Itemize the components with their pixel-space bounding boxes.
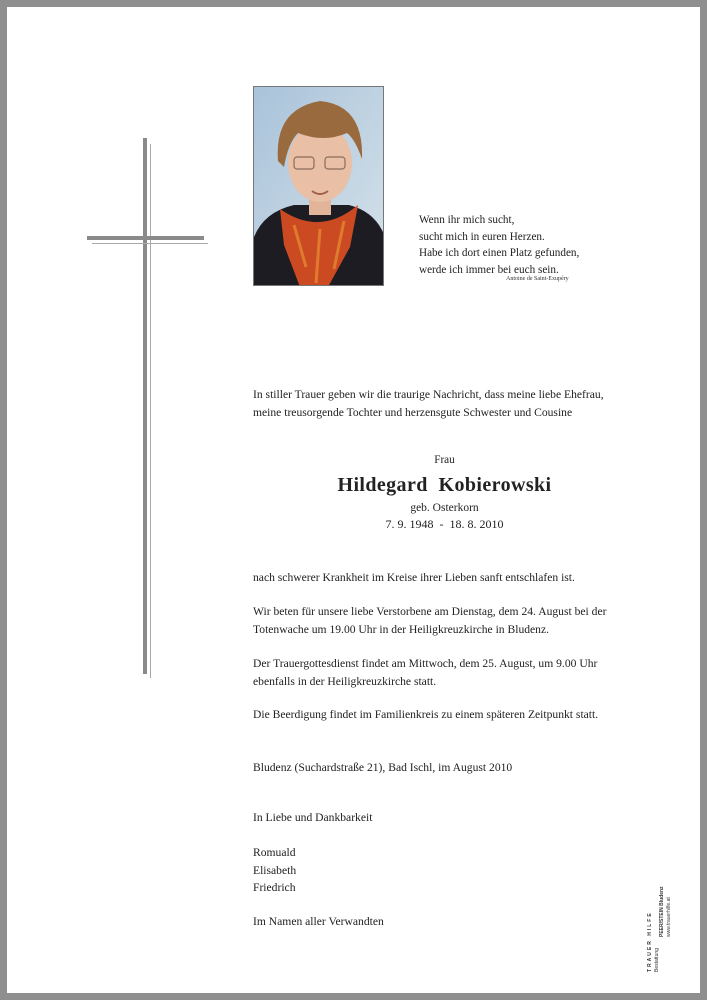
birth-name: geb. Osterkorn [410, 502, 479, 514]
place-and-date [253, 759, 643, 777]
portrait-image [254, 87, 384, 286]
cross-horizontal-beam [87, 236, 204, 240]
signoff [253, 913, 643, 931]
poem [419, 212, 579, 278]
burial-info [253, 706, 643, 724]
paragraph-line: Wir beten für unsere liebe Verstorbene am Dienstag, dem 24. August bei der [253, 605, 607, 618]
funeral-home-logo [648, 872, 674, 972]
cross-horizontal-shadow [92, 243, 208, 244]
salutation: Frau [434, 454, 455, 466]
mourner-name: Elisabeth [253, 863, 297, 877]
paragraph-line: nach schwerer Krankheit im Kreise ihrer Lieben sanft entschlafen ist. [253, 571, 575, 584]
signoff-text: Im Namen aller Verwandten [253, 915, 384, 928]
mourners-list [253, 844, 643, 897]
paragraph-line: Totenwache um 19.00 Uhr in der Heiligkreuzkirche in Bludenz. [253, 622, 550, 636]
life-dates: 7. 9. 1948 - 18. 8. 2010 [385, 517, 504, 531]
announcement-intro [253, 386, 643, 421]
paragraph-line: Der Trauergottesdienst findet am Mittwoch, dem 25. August, um 9.00 Uhr [253, 657, 598, 670]
logo-company: PEER/STEIN Bludenz [659, 886, 665, 937]
cross-vertical-beam [143, 138, 147, 674]
logo-brand: TRAUER HILFE [647, 911, 653, 972]
place-date-text: Bludenz (Suchardstraße 21), Bad Ischl, im August 2010 [253, 761, 513, 774]
closing-phrase [253, 809, 643, 827]
poem-line: Wenn ihr mich sucht, [419, 214, 515, 226]
intro-line: In stiller Trauer geben wir die traurige Nachricht, dass meine liebe Ehefrau, [253, 388, 604, 401]
passing-statement [253, 569, 643, 587]
cross-vertical-shadow [150, 144, 151, 678]
poem-line: sucht mich in euren Herzen. [419, 230, 545, 243]
logo-website: www.trauerhilfe.at [666, 897, 672, 937]
wake-info [253, 603, 643, 638]
poem-line: Habe ich dort einen Platz gefunden, [419, 247, 580, 259]
mourner-name: Friedrich [253, 881, 296, 894]
intro-line: meine treusorgende Tochter und herzensgute Schwester und Cousine [253, 405, 573, 419]
paragraph-line: Die Beerdigung findet im Familienkreis zu einem späteren Zeitpunkt statt. [253, 708, 599, 721]
funeral-service-info [253, 655, 643, 690]
portrait-photo [253, 86, 384, 286]
mourner-name: Romuald [253, 846, 296, 859]
poem-author: Antoine de Saint-Exupéry [506, 276, 569, 282]
deceased-name: Hildegard Kobierowski [337, 474, 552, 496]
paragraph-line: ebenfalls in der Heiligkreuzkirche statt. [253, 674, 437, 688]
poem-line: werde ich immer bei euch sein. [419, 263, 559, 276]
closing-text: In Liebe und Dankbarkeit [253, 811, 373, 824]
logo-subtitle: Bestattung [654, 948, 660, 972]
